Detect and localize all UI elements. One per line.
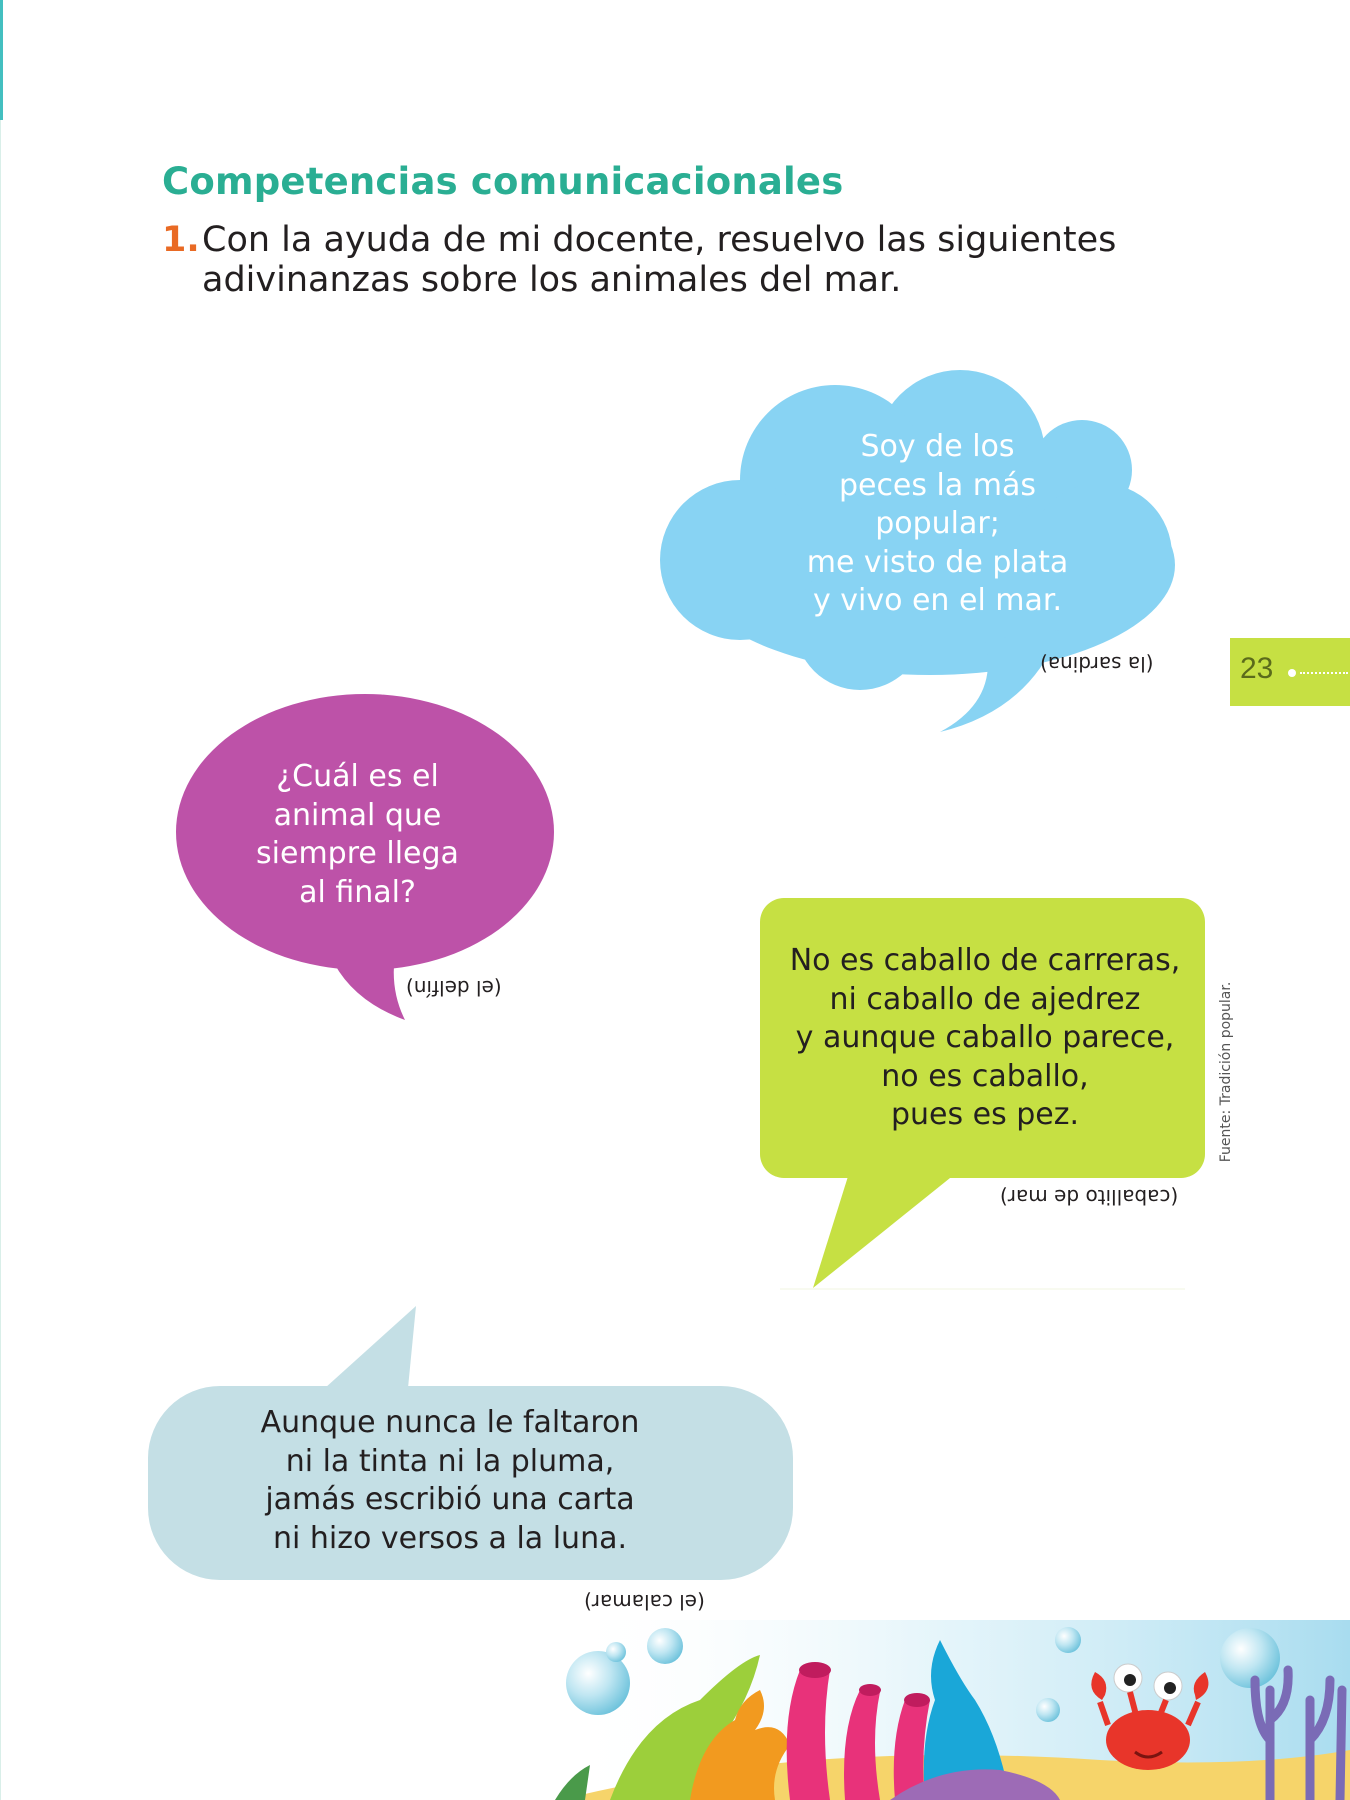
- instruction-number: 1.: [162, 220, 200, 260]
- riddle-text-caballito: No es caballo de carreras, ni caballo de ajedrez y aunque caballo parece, no es caballo, pues es pez.: [789, 943, 1181, 1132]
- riddle-text-delfin: ¿Cuál es el animal que siempre llega al final?: [256, 759, 459, 910]
- section-title: Competencias comunicacionales: [162, 160, 844, 203]
- page-number: 23: [1240, 652, 1274, 685]
- riddle-answer-sardina: (la sardina): [1040, 652, 1154, 676]
- riddle-text-calamar: Aunque nunca le faltaron ni la tinta ni la pluma, jamás escribió una carta ni hizo versos a la luna.: [260, 1405, 640, 1556]
- source-note: Fuente: Tradición popular.: [1218, 981, 1234, 1163]
- riddle-answer-caballito: (caballito de mar): [1000, 1185, 1179, 1209]
- riddle-answer-calamar: (el calamar): [584, 1590, 705, 1614]
- instruction-text: Con la ayuda de mi docente, resuelvo las siguientes adivinanzas sobre los animales del mar.: [202, 220, 1117, 300]
- riddle-answer-delfin: (el delfín): [406, 976, 502, 1000]
- riddle-text-sardina: Soy de los peces la más popular; me visto de plata y vivo en el mar.: [806, 429, 1069, 618]
